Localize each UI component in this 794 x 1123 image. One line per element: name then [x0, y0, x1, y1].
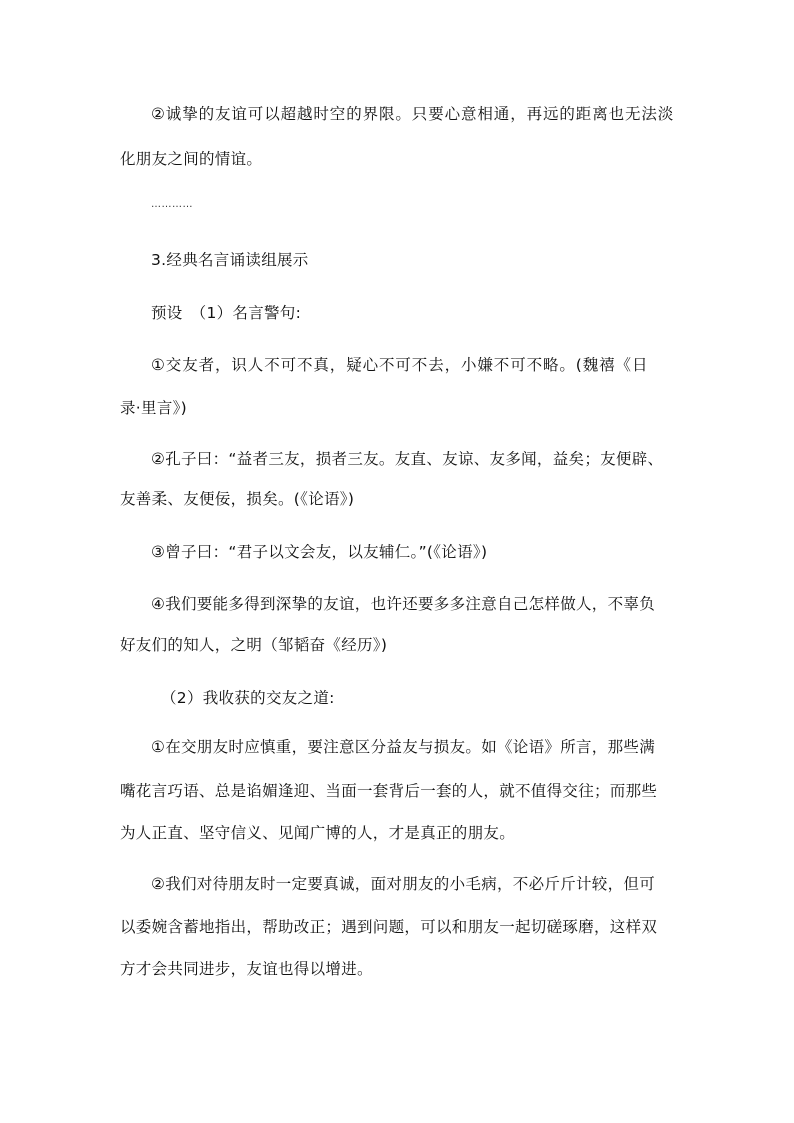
paragraph-line: ②我们对待朋友时一定要真诚，面对朋友的小毛病，不必斤斤计较，但可: [151, 875, 655, 893]
paragraph-line: 以委婉含蓄地指出，帮助改正；遇到问题，可以和朋友一起切磋琢磨，这样双: [120, 918, 658, 936]
paragraph-line: 方才会共同进步，友谊也得以增进。: [120, 960, 373, 978]
quote-line: 录·里言》): [120, 399, 188, 417]
quote-line: ④我们要能多得到深挚的友谊，也许还要多多注意自己怎样做人，不辜负: [151, 595, 655, 613]
paragraph-line: 化朋友之间的情谊。: [120, 150, 263, 168]
preset-heading: 预设 （1）名言警句:: [151, 304, 302, 322]
paragraph-line: 嘴花言巧语、总是谄媚逢迎、当面一套背后一套的人，就不值得交往；而那些: [120, 782, 658, 800]
section-heading: 3.经典名言诵读组展示: [151, 251, 309, 269]
paragraph-line: ②诚挚的友谊可以超越时空的界限。只要心意相通，再远的距离也无法淡: [151, 105, 675, 123]
paragraph-line: ①在交朋友时应慎重，要注意区分益友与损友。如《论语》所言，那些满: [151, 738, 655, 756]
subheading: （2）我收获的交友之道:: [161, 689, 335, 707]
quote-line: ①交友者，识人不可不真，疑心不可不去，小嫌不可不略。(魏禧《日: [151, 356, 649, 374]
quote-line: 友善柔、友便佞，损矣。(《论语》): [120, 490, 355, 508]
quote-line: ③曾子曰：“君子以文会友，以友辅仁。”(《论语》): [151, 543, 488, 561]
quote-line: 好友们的知人，之明（邹韬奋《经历》): [120, 636, 388, 654]
quote-line: ②孔子曰：“益者三友，损者三友。友直、友谅、友多闻，益矣；友便辟、: [151, 450, 664, 468]
ellipsis: …………: [151, 199, 193, 210]
paragraph-line: 为人正直、坚守信义、见闻广博的人，才是真正的朋友。: [120, 824, 516, 842]
